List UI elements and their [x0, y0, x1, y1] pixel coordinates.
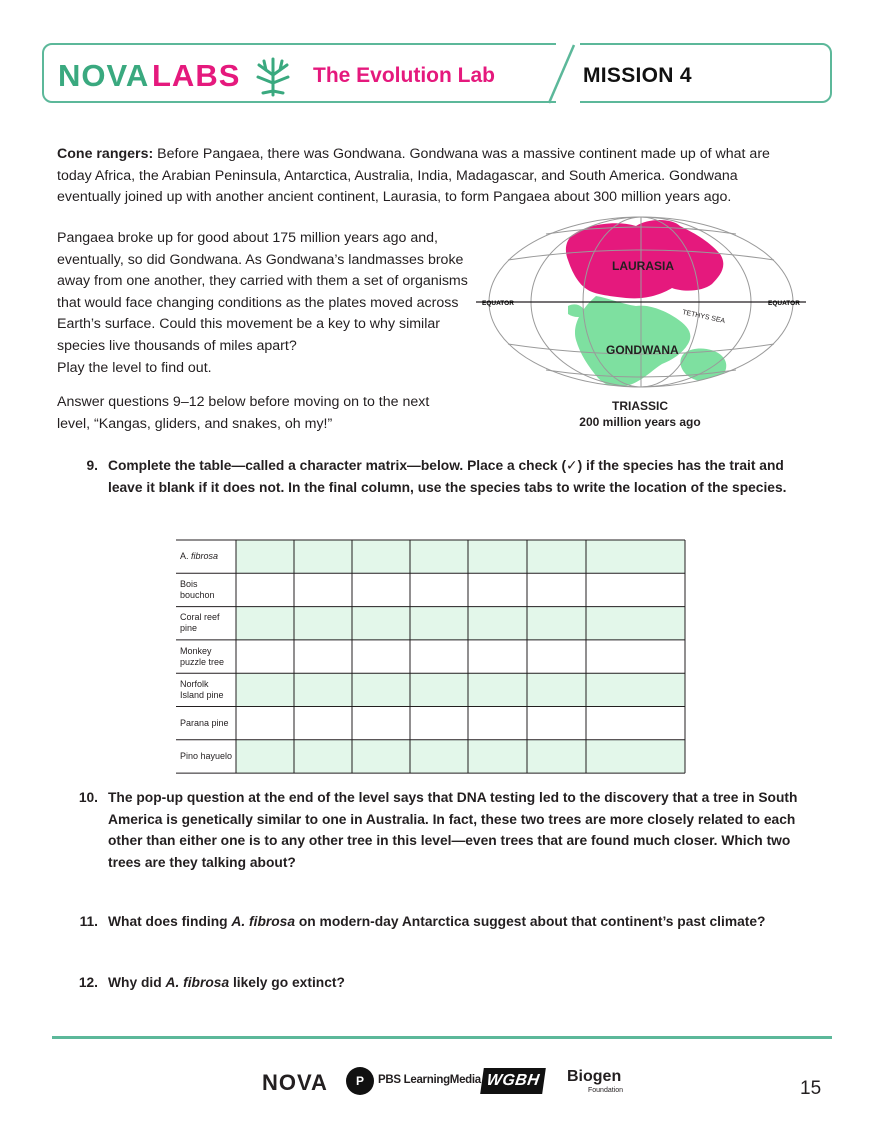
equator-left-label: EQUATOR — [482, 300, 514, 307]
intro-lead: Cone rangers: — [57, 146, 154, 162]
matrix-cell-fill — [294, 540, 352, 573]
matrix-cell-fill — [352, 740, 410, 773]
intro-text: Before Pangaea, there was Gondwana. Gondwana was a massive continent made up of what are today Africa, the Arabian Peninsula, Antarctica, Australia, India, Madagascar, and South America. Gondwana eventually joined up with another ancient continent, Laurasia, to form Pangaea about 300 million years ago. — [57, 146, 770, 206]
lab-title: The Evolution Lab — [313, 64, 495, 87]
matrix-cell-fill — [352, 540, 410, 573]
matrix-cell-fill — [410, 540, 468, 573]
q9-text: Complete the table—called a character matrix—below. Place a check (✓) if the species has the trait and leave it blank if it does not. In the final column, use the species tabs to write the location of the species. — [108, 458, 787, 495]
tethys-sea-label: TETHYS SEA — [681, 309, 726, 326]
matrix-cell-fill — [236, 740, 294, 773]
matrix-cell-fill — [236, 607, 294, 640]
q12-number: 12. — [78, 975, 98, 990]
footer-nova-logo: NOVA — [262, 1070, 328, 1095]
matrix-cell-fill — [527, 740, 586, 773]
gondwana-text: Pangaea broke up for good about 175 million years ago and, eventually, so did Gondwana. As Gondwana’s landmasses broke away from one another, they carried with them a set of organisms that would face changing conditions as the plates moved across Earth’s surface. Could this movement be a key to why similar species live thousands of miles apart? — [57, 230, 468, 354]
q11-text: What does finding A. fibrosa on modern-day Antarctica suggest about that continent’s past climate? — [108, 914, 766, 929]
play-level-text: Play the level to find out. — [57, 359, 212, 376]
logo-labs: LABS — [152, 58, 241, 93]
matrix-cell-fill — [468, 673, 527, 706]
matrix-cell-fill — [527, 673, 586, 706]
q10-text: The pop-up question at the end of the level says that DNA testing led to the discovery that a tree in South America is genetically similar to one in Australia. In fact, these two trees are more closely related to each other than either one is to any other tree in this level—even trees that are found much closer. Which two trees are they talking about? — [108, 790, 798, 870]
matrix-cell-fill — [352, 673, 410, 706]
map-caption-age: 200 million years ago — [579, 415, 701, 429]
matrix-cell-fill — [294, 673, 352, 706]
matrix-row-label: Parana pine — [180, 717, 229, 728]
matrix-cell-fill — [410, 740, 468, 773]
matrix-cell-fill — [294, 607, 352, 640]
q11-number: 11. — [79, 914, 98, 929]
matrix-cell-fill — [410, 673, 468, 706]
matrix-row-label: Coral reef pine — [180, 612, 220, 634]
mission-label: MISSION 4 — [583, 64, 692, 87]
matrix-cell-fill — [468, 540, 527, 573]
footer-biogen-logo: Biogen — [567, 1068, 622, 1085]
matrix-row-label: Pino hayuelo — [180, 750, 233, 761]
q10-number: 10. — [78, 790, 98, 805]
footer-wgbh-logo: WGBH — [480, 1068, 546, 1094]
matrix-row-label: Norfolk Island pine — [180, 678, 224, 700]
matrix-cell-fill — [586, 673, 685, 706]
map-caption-period: TRIASSIC — [611, 399, 668, 413]
matrix-cell-fill — [527, 607, 586, 640]
matrix-cell-fill — [586, 740, 685, 773]
footer-biogen-foundation: Foundation — [588, 1087, 624, 1094]
matrix-cell-fill — [527, 540, 586, 573]
matrix-cell-fill — [468, 740, 527, 773]
laurasia-label: LAURASIA — [612, 259, 674, 273]
page-number: 15 — [800, 1078, 822, 1099]
equator-right-label: EQUATOR — [768, 300, 800, 307]
pbs-icon: P — [346, 1067, 374, 1095]
q9-number: 9. — [86, 458, 98, 473]
footer-pbs-logo: PBS LearningMedia — [378, 1074, 481, 1086]
gondwana-label: GONDWANA — [606, 343, 679, 357]
matrix-row-label: Monkey puzzle tree — [180, 645, 225, 667]
q12-text: Why did A. fibrosa likely go extinct? — [108, 975, 345, 990]
matrix-cell-fill — [352, 607, 410, 640]
matrix-cell-fill — [236, 540, 294, 573]
footer-divider — [52, 1036, 832, 1039]
matrix-cell-fill — [294, 740, 352, 773]
matrix-row-label: Bois bouchon — [180, 578, 215, 600]
matrix-cell-fill — [468, 607, 527, 640]
matrix-cell-fill — [236, 673, 294, 706]
matrix-cell-fill — [586, 607, 685, 640]
matrix-cell-fill — [410, 607, 468, 640]
logo-nova: NOVA — [58, 58, 150, 93]
matrix-row-label: A. fibrosa — [180, 551, 219, 562]
matrix-cell-fill — [586, 540, 685, 573]
instructions-paragraph: Answer questions 9–12 below before moving on to the next level, “Kangas, gliders, and snakes, oh my!” — [57, 394, 430, 432]
